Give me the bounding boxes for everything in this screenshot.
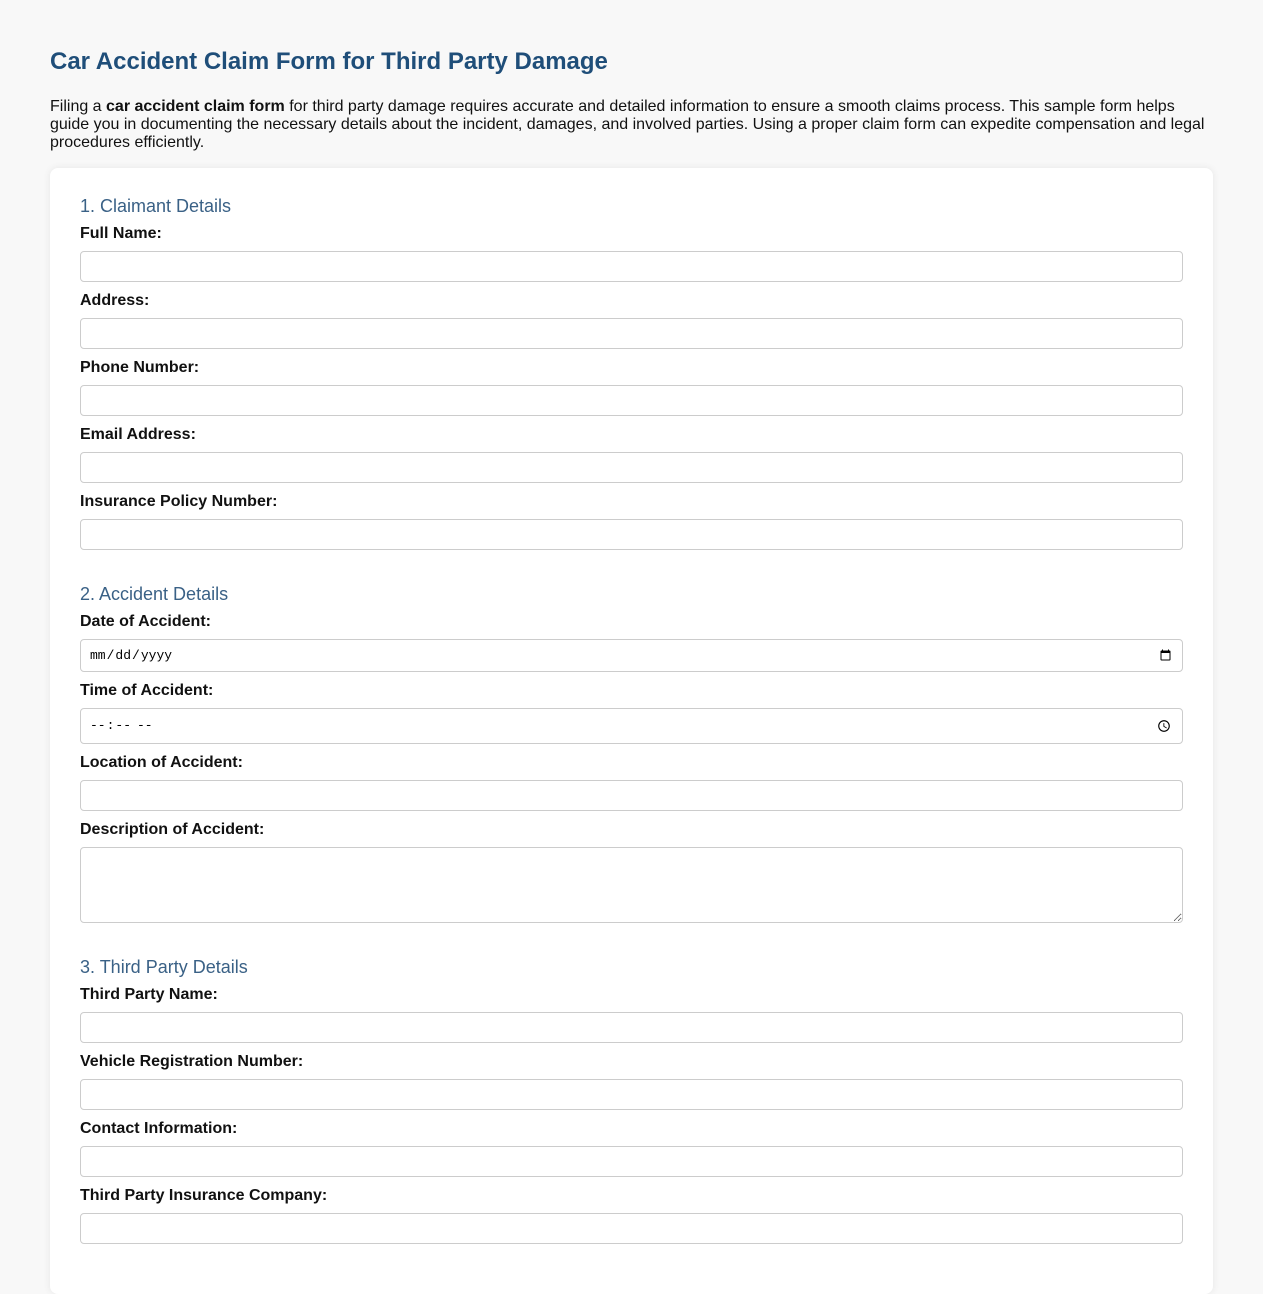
- time-label: Time of Accident:: [80, 682, 214, 699]
- location-label: Location of Accident:: [80, 754, 243, 771]
- full-name-label: Full Name:: [80, 225, 162, 242]
- third-party-name-input[interactable]: [80, 1012, 1183, 1043]
- description-textarea[interactable]: [80, 847, 1183, 923]
- location-input[interactable]: [80, 780, 1183, 811]
- vehicle-registration-label: Vehicle Registration Number:: [80, 1053, 304, 1070]
- policy-number-label: Insurance Policy Number:: [80, 493, 278, 510]
- phone-input[interactable]: [80, 385, 1183, 416]
- section-accident: [80, 584, 1183, 923]
- full-name-input[interactable]: [80, 251, 1183, 282]
- section-third-party: [80, 957, 1183, 1244]
- section-claimant: [80, 196, 1183, 550]
- intro-bold: car accident claim form: [106, 98, 285, 115]
- section-title: 2. Accident Details: [80, 584, 229, 604]
- email-label: Email Address:: [80, 426, 196, 443]
- section-title: 1. Claimant Details: [80, 196, 232, 216]
- address-label: Address:: [80, 292, 150, 309]
- policy-number-input[interactable]: [80, 519, 1183, 550]
- page-title: Car Accident Claim Form for Third Party Damage: [50, 48, 608, 75]
- insurance-company-label: Third Party Insurance Company:: [80, 1187, 328, 1204]
- email-input[interactable]: [80, 452, 1183, 483]
- phone-label: Phone Number:: [80, 359, 200, 376]
- time-input[interactable]: [80, 708, 1183, 744]
- claim-form: [50, 168, 1213, 1294]
- contact-info-label: Contact Information:: [80, 1120, 238, 1137]
- insurance-company-input[interactable]: [80, 1213, 1183, 1244]
- contact-info-input[interactable]: [80, 1146, 1183, 1177]
- date-input[interactable]: [80, 639, 1183, 672]
- intro-text-rest: for third party damage requires accurate and detailed information to ensure a smooth claims process. This sample form helps guide you in documenting the necessary details about the incident, damages, and involved parties. Using a proper claim form can expedite compensation and legal procedures efficiently.: [50, 98, 1205, 151]
- intro-text: Filing a: [50, 98, 107, 115]
- third-party-name-label: Third Party Name:: [80, 986, 218, 1003]
- description-label: Description of Accident:: [80, 821, 265, 838]
- intro-paragraph: [50, 98, 1213, 152]
- date-label: Date of Accident:: [80, 613, 211, 630]
- address-input[interactable]: [80, 318, 1183, 349]
- section-title: 3. Third Party Details: [80, 957, 248, 977]
- vehicle-registration-input[interactable]: [80, 1079, 1183, 1110]
